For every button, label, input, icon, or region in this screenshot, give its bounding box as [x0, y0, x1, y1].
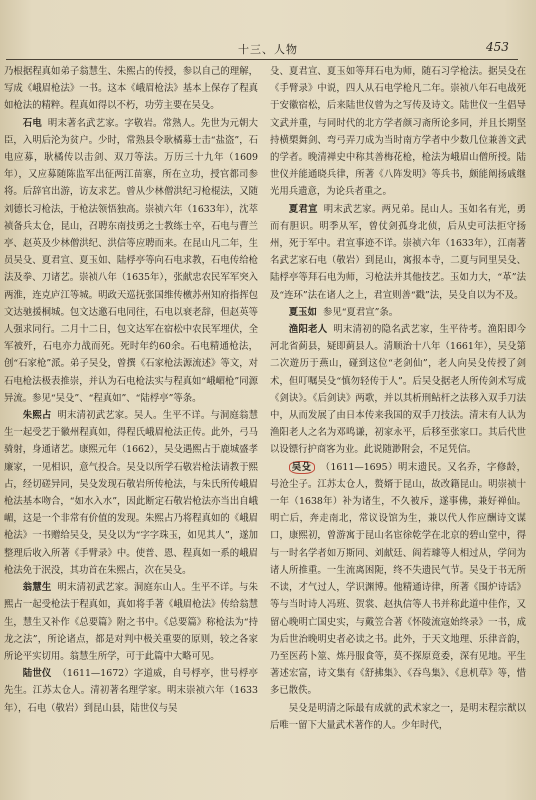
biography-entry: [4, 115, 258, 407]
entry-text: 明末清初武艺家。洞庭东山人。生平不详。与朱熙占一起受枪法于程真如，真如将手著《峨眉枪法》传给翁慧生，慧生又补作《总要篇》附之书中。《总要篇》称枪法为“持龙之法”，所论诸点，都是对判中极关重要的原则，较之各家所论平实切用。翁慧生所学，可于此篇中大略可见。: [4, 582, 258, 662]
entry-text: 参见“夏君宣”条。: [322, 306, 399, 318]
entry-headword: 石电: [22, 117, 42, 129]
continued-paragraph: [4, 63, 258, 115]
biography-entry: [4, 665, 258, 717]
biography-entry: [4, 579, 258, 665]
biography-entry: [270, 201, 526, 304]
page-number: 453: [486, 40, 509, 54]
entry-text: （1611—1695）明末遗民。又名乔，字修龄，号沧尘子。江苏太仓人，赘婿于昆山，故改籍昆山。明崇祯十一年（1638年）补为诸生，不久被斥，遂事佛，兼好禅仙。明亡后，奔走南北，常议设馆为生，兼以代人作应酬诗文谋口，康熙初，曾游寓于昆山名宦徐乾学在北京的碧山堂中，得与一时名学者如万斯同、刘献廷、阎若璩等人相过从，学问为诸人所推重。一生流离困阨，终不失遗民气节。吴殳于书无所不读，才气过人，学识渊博。他精通诗律，所著《围炉诗话》等与当时诗人冯班、贺裳、赵执信等人书并称此道中佳作，又留心晚明亡国史实，与戴笠合著《怀陵流寇始终录》一书，成为后世治晚明史者必读之书。此外，于天文地理、乐律音韵，乃至医药卜筮、炼丹服食等，莫不探原竟委，深有见地。平生著述宏富，诗文集有《舒拂集》、《吞鸟集》、《息机草》等，惜多已散佚。: [270, 461, 526, 697]
page-header: [0, 40, 536, 58]
running-title: 十三、人物: [238, 43, 298, 56]
biography-entry: [270, 459, 526, 700]
right-column: [270, 63, 526, 788]
biography-entry: [270, 321, 526, 459]
entry-text: 明末著名武艺家。字敬岩。常熟人。先世为元朝大臣，入明后沦为贫户。少时，常熟县令耿橘募士击“盐盗”，石电应募，耿橘传以击剑、双刀等法。万历三十九年（1609年），又应募随陈监军出征两江苗寨，所在立功，授官都司参将。后辞官出游，访友求艺。曾从少林僧洪纪习枪棍法，又随刘德长习枪法，于枪法领悟独高。崇祯六年（1633年），沈萃祯备兵太仓，昆山，召聘东南技勇之士教练士卒，石电与曹兰亭、赵英及少林僧洪纪、洪信等应聘而来。在昆山凡二年，生员吴殳、夏君宣、夏玉如、陆桴亭等向石电求教，石电传给枪法及拳、刀诸艺。崇祯八年（1635年），张献忠农民军军突入两淮，连克庐江等城。明政天巡抚张国维传檄苏州知府指挥包文达驰援桐城。包文达邀石电同往，石电以衰老辞，但赵英等人强求同行。二月十二日，包文达军在宿松中农民军埋伏，全军被歼，石电亦力战而死。死时年约60余。石电精通枪法，创“石家枪”派。弟子吴殳，曾撰《石家枪法源流述》等文，对石电枪法极表推崇，并认为石电枪法实与程真如“峨嵋枪”同源异流。参见“吴殳”、“程真如”、“陆桴亭”等条。: [4, 117, 258, 404]
entry-headword: 夏君宣: [288, 203, 318, 215]
entry-headword: 翁慧生: [22, 582, 52, 594]
paragraph-text: 吴殳是明清之际最有成就的武术家之一，是明末程宗猷以后唯一留下大量武术著作的人。少年时代，: [270, 702, 526, 731]
entry-text: 明末清初武艺家。吴人。生平不详。与洞庭翁慧生一起受艺于徽州程真如，得程氏峨眉枪法正传。此外，弓马骑射，身通诸艺。康熙元年（1662），吴殳遇熙占于鹿城盛孝廉家，一见相识，意气投合。吴殳以所学石敬岩枪法请教于熙占，经切磋异同，吴殳发现石敬岩所传枪法，与朱氏所传峨眉枪法基本吻合，“如水入水”，因此断定石敬岩枪法亦当出自峨嵋，这是一个非常有价值的发现。朱熙占乃将程真如的《峨眉枪法》一书赠给吴殳，吴殳以为“字字珠玉，如见其人”，遂加整理后收入所著《手臂录》中。使普、恩、程真如一系的峨眉枪法免于泯没，其功首在朱熙占，次在吴殳。: [4, 410, 258, 576]
entry-headword: 渔阳老人: [288, 324, 328, 336]
entry-headword: 陆世仪: [22, 668, 52, 680]
biography-entry: [270, 304, 526, 321]
biography-entry: [4, 407, 258, 579]
paragraph-text: 殳、夏君宣、夏玉如等拜石电为师，随石习学枪法。据吴殳在《手臂录》中说，四人从石电学枪凡二年。崇祯八年石电战死于安徽宿松，后来陆世仪曾为之写传及诗文。陆世仪一生倡导文武并重，与同时代的北方学者颜习斋所论多同，并且长期坚持横槊舞剑、弯弓弄刀成为当时南方学者中少数几位兼善文武的学者。晚清禅史中称其善梅花枪，枪法为峨眉山僧所授。陆世仪并能通晓兵律，所著《八阵发明》等兵书，颇能阐扬戚继光用兵遗意，为论兵者重之。: [270, 66, 526, 198]
entry-text: （1611—1672）字道威，自号桴亭，世号桴亭先生。江苏太仓人。清初著名理学家。明末崇祯六年（1633年），石电（敬岩）到昆山县，陆世仪与吴: [4, 668, 258, 714]
paragraph: [270, 700, 526, 734]
entry-headword: 吴殳: [289, 461, 315, 474]
entry-text: 明末清初的隐名武艺家，生平待考。渔阳即今河北省蓟县，疑即蓟县人。清顺治十八年（1661年），吴殳第二次遊历于燕山，碰到这位“老剑仙”，老人向吴殳传授了剑术，但叮嘱吴殳“慎勿轻传于人”。后吴殳据老人所传剑术写成《剑诀》。《后剑诀》两歌，并以其析刑鲇杆之法移入双手刀法中，从而发展了由日本传来我国的双手刀技法。清末有人认为渔阳老人之名为邓鸣谦，初家永平，后移至张家口。其后代世以设镖行护商客为业。此说随渺附会，不足凭信。: [270, 324, 526, 456]
header-rule: [6, 59, 518, 60]
left-column: [4, 63, 258, 788]
entry-headword: 朱熙占: [22, 410, 52, 422]
entry-headword: 夏玉如: [288, 306, 317, 318]
paragraph-text: 乃根据程真如弟子翁慧生、朱熙占的传授，参以自己的理解，写成《峨眉枪法》一书。这本《峨眉枪法》基本上保存了程真如枪法的精粹。程真如得以不朽，功劳主要在吴殳。: [4, 66, 258, 112]
entry-text: 明末武艺家。两兄弟。昆山人。玉如名有光，勇而有胆识。明季从军，曾仗剑孤身北侦，后从史可法拒守扬州，死于军中。君宣事迹不详。崇祯六年（1633年），江南著名武艺家石电（敬岩）到昆山，寓报本寺，二夏与同里吴殳、陆桴亭等拜石电为师，习枪法并其他技艺。玉如力大，“革”法及“连环”法在诸人之上，君宣则善“戳”法，吴殳自以为不及。: [270, 203, 526, 301]
continued-paragraph: [270, 63, 526, 201]
